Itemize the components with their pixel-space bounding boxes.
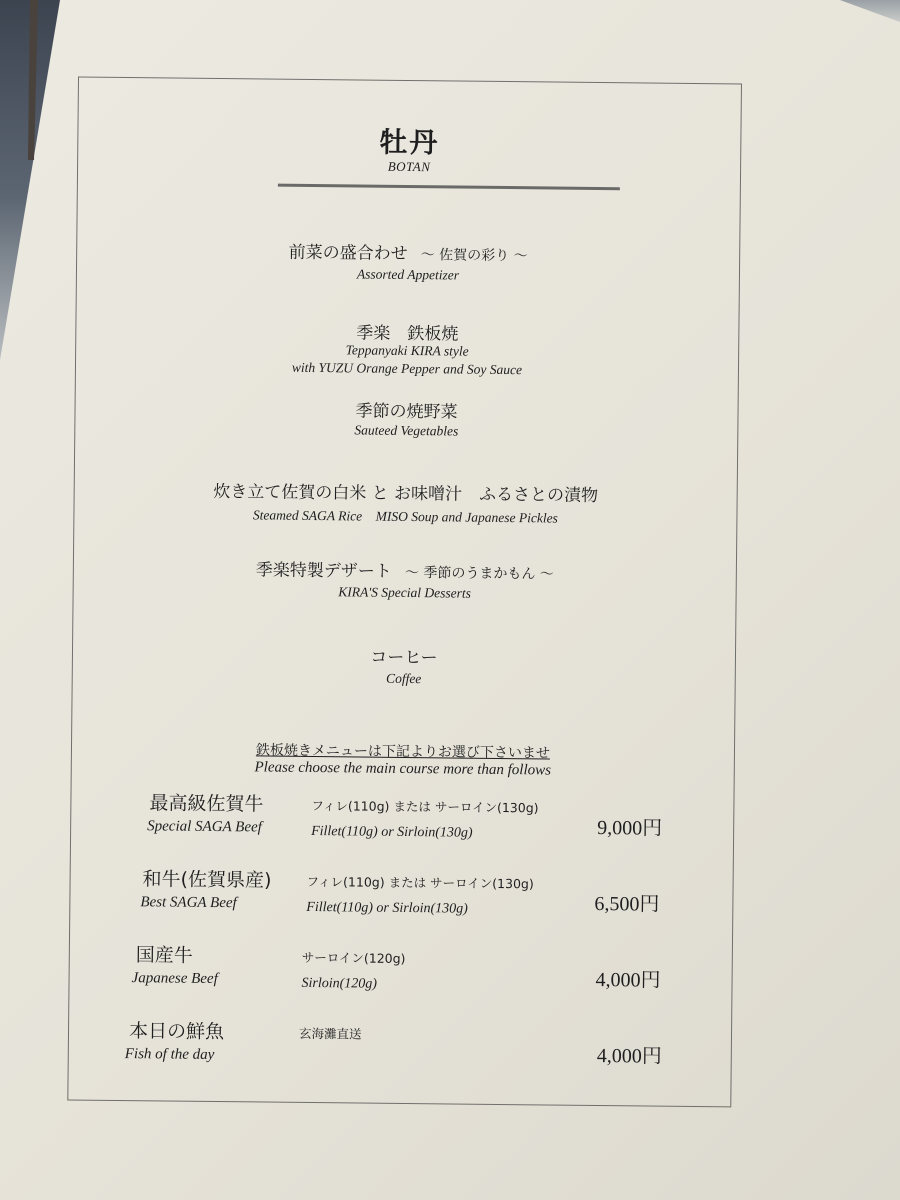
course-item	[77, 236, 739, 268]
course-name-jp: コーヒー	[370, 647, 438, 669]
course-name-jp: 前菜の盛合わせ	[288, 242, 408, 264]
option-price: 4,000円	[596, 1045, 662, 1068]
course-name-jp: 季節の焼野菜	[355, 401, 458, 423]
background-corner	[840, 0, 900, 22]
option-price: 4,000円	[595, 968, 661, 992]
course-name-en: Coffee	[386, 670, 422, 687]
option-name-en: Special SAGA Beef	[147, 818, 262, 836]
option-cut-jp: 玄海灘直送	[298, 1025, 362, 1042]
option-cut-en: Sirloin(120g)	[301, 975, 378, 992]
course-item	[74, 554, 736, 586]
option-name-jp: 最高級佐賀牛	[149, 792, 264, 816]
main-course-option	[68, 1015, 733, 1092]
option-name-en: Japanese Beef	[131, 970, 218, 988]
option-cut-jp: サーロイン(120g)	[301, 949, 406, 967]
menu-title-english: BOTAN	[387, 158, 431, 175]
course-subtitle-jp: 〜 季節のうまかもん 〜	[404, 564, 554, 583]
option-cut-en: Fillet(110g) or Sirloin(130g)	[306, 899, 468, 917]
course-name-jp: 炊き立て佐賀の白米 と お味噌汁 ふるさとの漬物	[213, 481, 599, 506]
course-name-jp: 季楽 鉄板焼	[356, 323, 459, 345]
option-price: 9,000円	[597, 817, 663, 840]
course-name-en: Steamed SAGA Rice MISO Soup and Japanese Pickles	[252, 507, 558, 526]
menu-card	[67, 77, 742, 1108]
option-cut-jp: フィレ(110g) または サーロイン(130g)	[306, 873, 534, 892]
option-name-en: Best SAGA Beef	[140, 894, 237, 912]
main-course-instruction-en: Please choose the main course more than follows	[254, 759, 552, 779]
title-divider	[278, 184, 620, 191]
main-course-option	[71, 787, 736, 864]
course-name-jp: 季楽特製デザート	[255, 560, 392, 582]
main-course-option	[70, 863, 735, 940]
option-name-jp: 本日の鮮魚	[128, 1020, 225, 1044]
option-cut-jp: フィレ(110g) または サーロイン(130g)	[311, 798, 539, 816]
option-price: 6,500円	[594, 892, 660, 916]
option-name-en: Fish of the day	[124, 1046, 215, 1064]
course-name-en: Assorted Appetizer	[356, 266, 460, 283]
course-subtitle-jp: 〜 佐賀の彩り 〜	[420, 247, 528, 265]
option-name-jp: 和牛(佐賀県産)	[142, 868, 272, 892]
course-name-en: Teppanyaki KIRA style	[345, 342, 469, 359]
main-course-instruction-jp: 鉄板焼きメニューは下記よりお選び下さいませ	[255, 742, 551, 762]
course-name-en: KIRA'S Special Desserts	[338, 584, 472, 601]
option-cut-en: Fillet(110g) or Sirloin(130g)	[311, 824, 473, 841]
main-course-option	[69, 939, 734, 1016]
course-name-en: Sauteed Vegetables	[354, 422, 459, 439]
course-description-en: with YUZU Orange Pepper and Soy Sauce	[291, 359, 523, 378]
option-name-jp: 国産牛	[135, 944, 193, 967]
menu-title: 牡丹	[379, 125, 440, 160]
